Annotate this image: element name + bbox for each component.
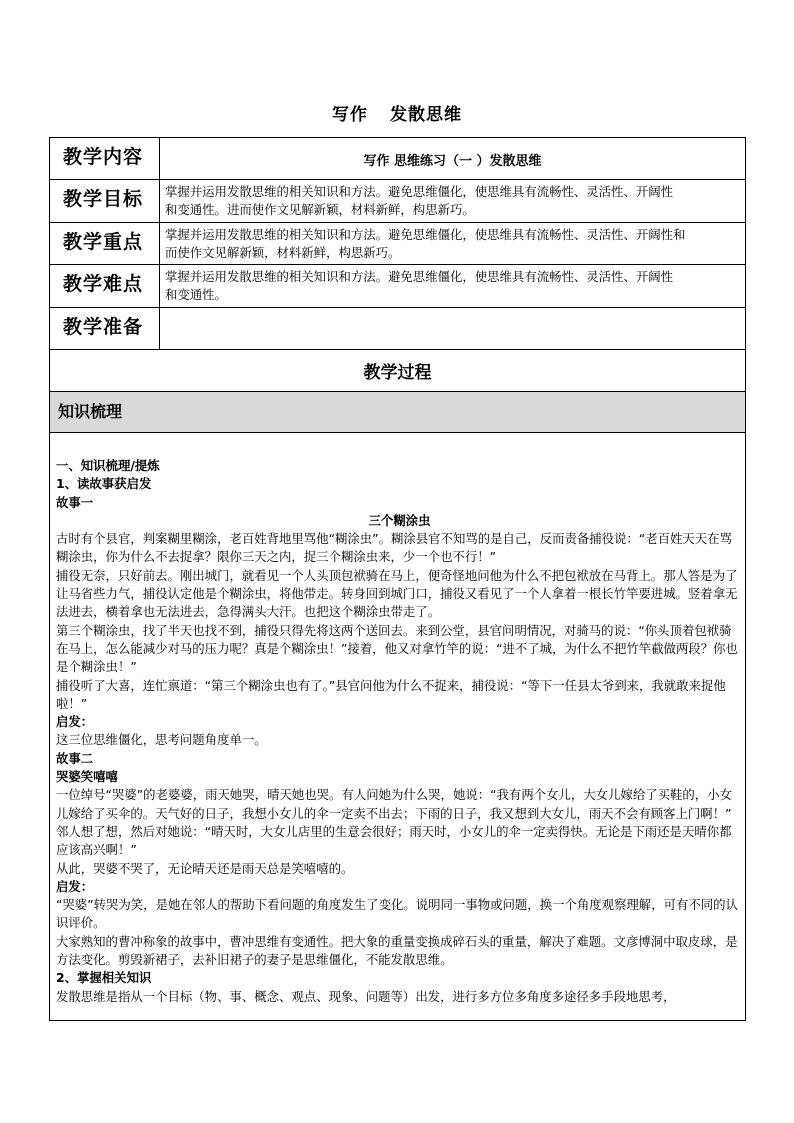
row-goal <box>50 180 746 223</box>
story1-paragraph-4: 捕役听了大喜，连忙禀道：“第三个糊涂虫也有了。”县官问他为什么不捉来，捕役说：“等下一任县太爷到来，我就敢来捉他啦！” <box>56 677 726 711</box>
difficulty-line-2: 和变通性。 <box>165 287 227 302</box>
story2-title: 哭婆笑嘻嘻 <box>56 769 118 785</box>
section-title: 知识梳理 <box>50 392 746 433</box>
story1-paragraph-1: 古时有个县官，判案糊里糊涂，老百姓背地里骂他“糊涂虫”。糊涂县官不知骂的是自己，反而责备捕役说：“老百姓天天在骂糊涂虫，你为什么不去捉拿？限你三天之内，捉三个糊涂虫来，少一个也不行！” <box>56 531 732 565</box>
definition-text: 发散思维是指从一个目标（物、事、概念、观点、现象、问题等）出发，进行多方位多角度多途径多手段地思考， <box>56 988 676 1004</box>
goal-line-2: 和变通性。进而使作文见解新颖，材料新鲜，构思新巧。 <box>165 202 475 217</box>
story2-paragraph-3: 从此，哭婆不哭了，无论晴天还是雨天总是笑嘻嘻的。 <box>56 860 354 876</box>
focus-label: 教学重点 <box>50 223 160 265</box>
focus-line-2: 而使作文见解新颖，材料新鲜，构思新巧。 <box>165 245 401 260</box>
story2-paragraph-2: 邻人想了想，然后对她说：“晴天时，大女儿店里的生意会很好；雨天时，小女儿的伞一定卖得快。无论是下雨还是天晴你都应该高兴啊！” <box>56 823 732 858</box>
heading-knowledge-master: 2、掌握相关知识 <box>56 970 152 986</box>
insight2-paragraph-2: 大家熟知的曹冲称象的故事中，曹冲思维有变通性。把大象的重量变换成碎石头的重量，解决了难题。文彦博洞中取皮球，是方法变化。剪毁新裙子，去补旧裙子的妻子是思维僵化，不能发散思维。 <box>56 933 738 968</box>
heading-knowledge: 一、知识梳理/提炼 <box>56 458 160 473</box>
preparation-label: 教学准备 <box>50 308 160 350</box>
insight2-text: “哭婆”转哭为笑，是她在邻人的帮助下看问题的角度发生了变化。说明同一事物或问题，换一个角度观察理解，可有不同的认识评价。 <box>56 897 738 931</box>
row-focus <box>50 223 746 265</box>
row-body <box>50 433 746 1021</box>
row-process-title <box>50 350 746 392</box>
heading-read-stories: 1、读故事获启发 <box>56 476 152 492</box>
insight1-text: 这三位思维僵化，思考问题角度单一。 <box>56 732 267 748</box>
focus-line-1: 掌握并运用发散思维的相关知识和方法。避免思维僵化，使思维具有流畅性、灵活性、开阔性和 <box>165 227 686 242</box>
content-label: 教学内容 <box>50 138 160 180</box>
process-title: 教学过程 <box>50 350 746 392</box>
story1-title: 三个糊涂虫 <box>368 512 431 528</box>
story2-label: 故事二 <box>56 750 94 766</box>
row-difficulty <box>50 265 746 308</box>
insight1-label: 启发： <box>56 714 94 730</box>
story1-paragraph-3: 第三个糊涂虫，找了半天也找不到，捕役只得先将这两个送回去。来到公堂，县官问明情况，对骑马的说：“你头顶着包袱骑在马上，怎么能减少对马的压力呢？真是个糊涂虫！”接着，他又对拿竹竿的说：“进不了城，为什么不把竹竿截做两段？你也是个糊涂虫！” <box>56 622 738 675</box>
preparation-value <box>160 308 746 350</box>
difficulty-label: 教学难点 <box>50 265 160 308</box>
insight2-label: 启发： <box>56 878 94 894</box>
row-preparation <box>50 308 746 350</box>
content-value-cell <box>160 138 746 180</box>
document-title-part2: 发散思维 <box>390 105 462 125</box>
difficulty-value <box>160 265 746 308</box>
lesson-plan-table <box>49 137 746 1021</box>
goal-label: 教学目标 <box>50 180 160 223</box>
story2-paragraph-1: 一位绰号“哭婆”的老婆婆，雨天她哭，晴天她也哭。有人问她为什么哭，她说：“我有两个女儿，大女儿嫁给了买鞋的，小女儿嫁给了买伞的。天气好的日子，我想小女儿的伞一定卖不出去；下雨的日子，我又想到大女儿，雨天不会有顾客上门啊！” <box>56 787 732 821</box>
goal-value <box>160 180 746 223</box>
document-title-part1: 写作 <box>332 105 368 125</box>
body-content <box>50 433 746 1021</box>
story1-paragraph-2: 捕役无奈，只好前去。刚出城门，就看见一个人头顶包袱骑在马上，便奇怪地问他为什么不把包袱放在马背上。那人答是为了让马省些力气，捕役认定他是个糊涂虫，将他带走。转身回到城门口，捕役又看见了一个人拿着一根长竹竿要进城。竖着拿无法进去，横着拿也无法进去，急得满头大汗。也把这个糊涂虫带走了。 <box>56 567 738 620</box>
row-section-title <box>50 392 746 433</box>
content-value: 写作 思维练习（一 ）发散思维 <box>363 154 542 169</box>
row-content <box>50 138 746 180</box>
document-title <box>0 100 794 125</box>
difficulty-line-1: 掌握并运用发散思维的相关知识和方法。避免思维僵化，使思维具有流畅性、灵活性、开阔性 <box>165 269 674 284</box>
focus-value <box>160 223 746 265</box>
story1-label: 故事一 <box>56 494 94 510</box>
goal-line-1: 掌握并运用发散思维的相关知识和方法。避免思维僵化，使思维具有流畅性、灵活性、开阔性 <box>165 184 674 199</box>
